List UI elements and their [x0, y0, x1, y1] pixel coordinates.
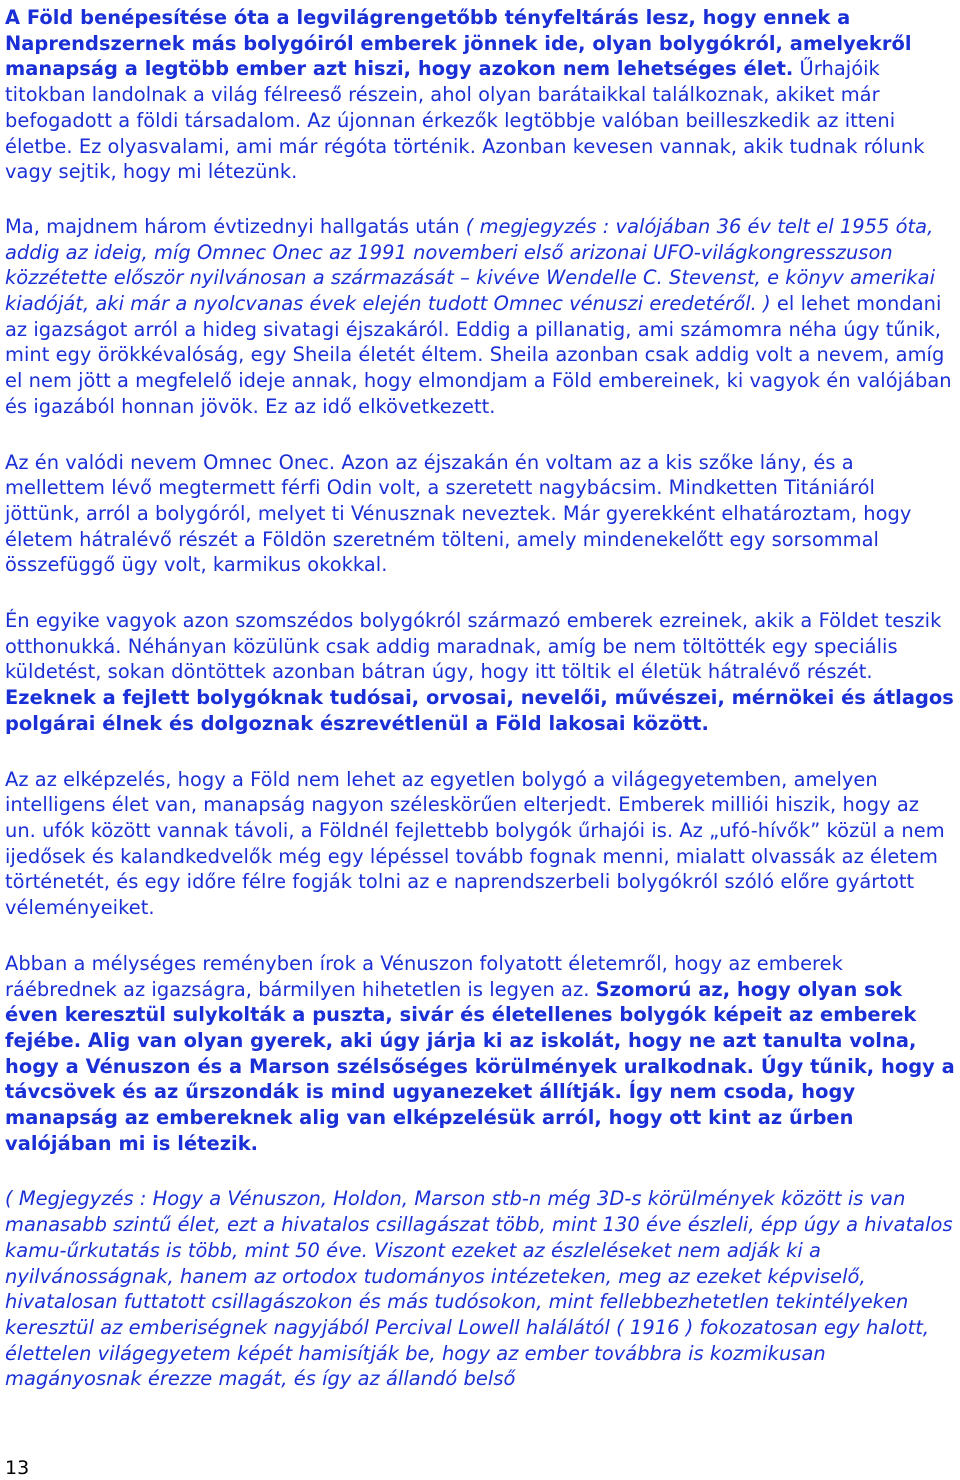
paragraph-2-text-b: el lehet mondani az igazságot arról a hideg sivatagi éjszakáról. Eddig a pillanatig, ami számomra néha úgy tűnik, mint egy örökkévalóság, egy Sheila életét éltem. Sheila azonban csak addig volt a nevem, amíg el nem jött a megfelelő ideje annak, hogy elmondjam a Föld embereinek, ki vagyok én valójában és igazából honnan jövök. Ez az idő elkövetkezett.: [5, 292, 952, 418]
paragraph-1-bold-intro: A Föld benépesítése óta a legvilágrengetőbb tényfeltárás lesz, hogy ennek a Naprendszernek más bolygóiról emberek jönnek ide, olyan bolygókról, amelyekről manapság a legtöbb ember azt hiszi, hogy azokon nem lehetséges élet.: [5, 6, 912, 81]
paragraph-4: [5, 608, 955, 737]
document-body: [5, 5, 955, 1422]
paragraph-4-bold: Ezeknek a fejlett bolygóknak tudósai, orvosai, nevelői, művészei, mérnökei és átlagos polgárai élnek és dolgoznak észrevétlenül a Föld lakosai között.: [5, 686, 954, 735]
paragraph-5: [5, 767, 955, 921]
paragraph-1: [5, 5, 955, 185]
paragraph-3-text: Az én valódi nevem Omnec Onec. Azon az éjszakán én voltam az a kis szőke lány, és a mellettem lévő megtermett férfi Odin volt, a szeretett nagybácsim. Mindketten Titániáról jöttünk, arról a bolygóról, melyet ti Vénusznak neveztek. Már gyerekként elhatároztam, hogy életem hátralévő részét a Földön szeretném tölteni, amely mindenekelőtt egy sorsommal összefüggő ügy volt, karmikus okokkal.: [5, 450, 912, 577]
paragraph-1-text: Űrhajóik titokban landolnak a világ félreeső részein, ahol olyan barátaikkal találkoznak, akiket már befogadott a földi társadalom. Az újonnan érkezők legtöbbje valóban beilleszkedik az itteni életbe. Ez olyasvalami, ami már régóta történik. Azonban kevesen vannak, akik tudnak rólunk vagy sejtik, hogy mi létezünk.: [5, 57, 925, 184]
paragraph-5-text: Az az elképzelés, hogy a Föld nem lehet az egyetlen bolygó a világegyetemben, amelyen intelligens élet van, manapság nagyon széleskörűen elterjedt. Emberek milliói hiszik, hogy az un. ufók között vannak távoli, a Földnél fejlettebb bolygók űrhajói is. Az „ufó-hívők” közül a nem ijedősek és kalandkedvelők még egy lépéssel tovább fognak menni, mialatt olvassák az életem történetét, és egy időre félre fogják tolni az e naprendszerbeli bolygókról szóló előre gyártott véleményeiket.: [5, 767, 945, 920]
paragraph-3: [5, 450, 955, 579]
paragraph-6: [5, 951, 955, 1157]
page-number: 13: [5, 1457, 30, 1479]
paragraph-6-bold: Szomorú az, hogy olyan sok éven keresztül sulykolták a puszta, sivár és életellenes bolygók képeit az emberek fejébe. Alig van olyan gyerek, aki úgy járja ki az iskolát, hogy ne azt tanulta volna, hogy a Vénuszon és a Marson szélsőséges körülmények uralkodnak. Úgy tűnik, hogy a távcsövek és az űrszondák is mind ugyanezeket állítják. Így nem csoda, hogy manapság az embereknek alig van elképzelésük arról, hogy ott kint az űrben valójában mi is létezik.: [5, 977, 955, 1155]
paragraph-7-note: [5, 1186, 955, 1392]
paragraph-2-text-a: Ma, majdnem három évtizednyi hallgatás után: [5, 214, 466, 238]
paragraph-4-text: Én egyike vagyok azon szomszédos bolygókról származó emberek ezreinek, akik a Földet teszik otthonukká. Néhányan közülünk csak addig maradnak, amíg be nem töltötték egy speciális küldetést, sokan döntöttek azonban bátran úgy, hogy itt töltik el életük hátralévő részét.: [5, 609, 942, 684]
paragraph-7-italic: ( Megjegyzés : Hogy a Vénuszon, Holdon, Marson stb-n még 3D-s körülmények között is van manasabb szintű élet, ezt a hivatalos csillagászat több, mint 130 éve észleli, épp úgy a hivatalos kamu-űrkutatás is több, mint 50 éve. Viszont ezeket az észleléseket nem adják ki a nyilvánosságnak, hanem az ortodox tudományos intézeteken, meg az ezeket képviselő, hivatalosan futtatott csillagászokon és más tudósokon, mint fellebbezhetetlen tekintélyeken keresztül az emberiségnek nagyjából Percival Lowell halálától ( 1916 ) fokozatosan egy halott, élettelen világegyetem képét hamisítják be, hogy az ember továbbra is kozmikusan magányosnak érezze magát, és így az állandó belső: [5, 1187, 953, 1391]
paragraph-2: [5, 214, 955, 420]
paragraph-2-note: ( megjegyzés : valójában 36 év telt el 1955 óta, addig az ideig, míg Omnec Onec az 1991 novemberi első arizonai UFO-világkongresszuson közzétette először nyilvánosan a származását – kivéve Wendelle C. Stevenst, e könyv amerikai kiadóját, aki már a nyolcvanas évek elején tudott Omnec vénuszi eredetéről. ): [5, 214, 936, 316]
paragraph-6-text: Abban a mélységes reményben írok a Vénuszon folyatott életemről, hogy az emberek ráébrednek az igazságra, bármilyen hihetetlen is legyen az.: [5, 951, 843, 1001]
